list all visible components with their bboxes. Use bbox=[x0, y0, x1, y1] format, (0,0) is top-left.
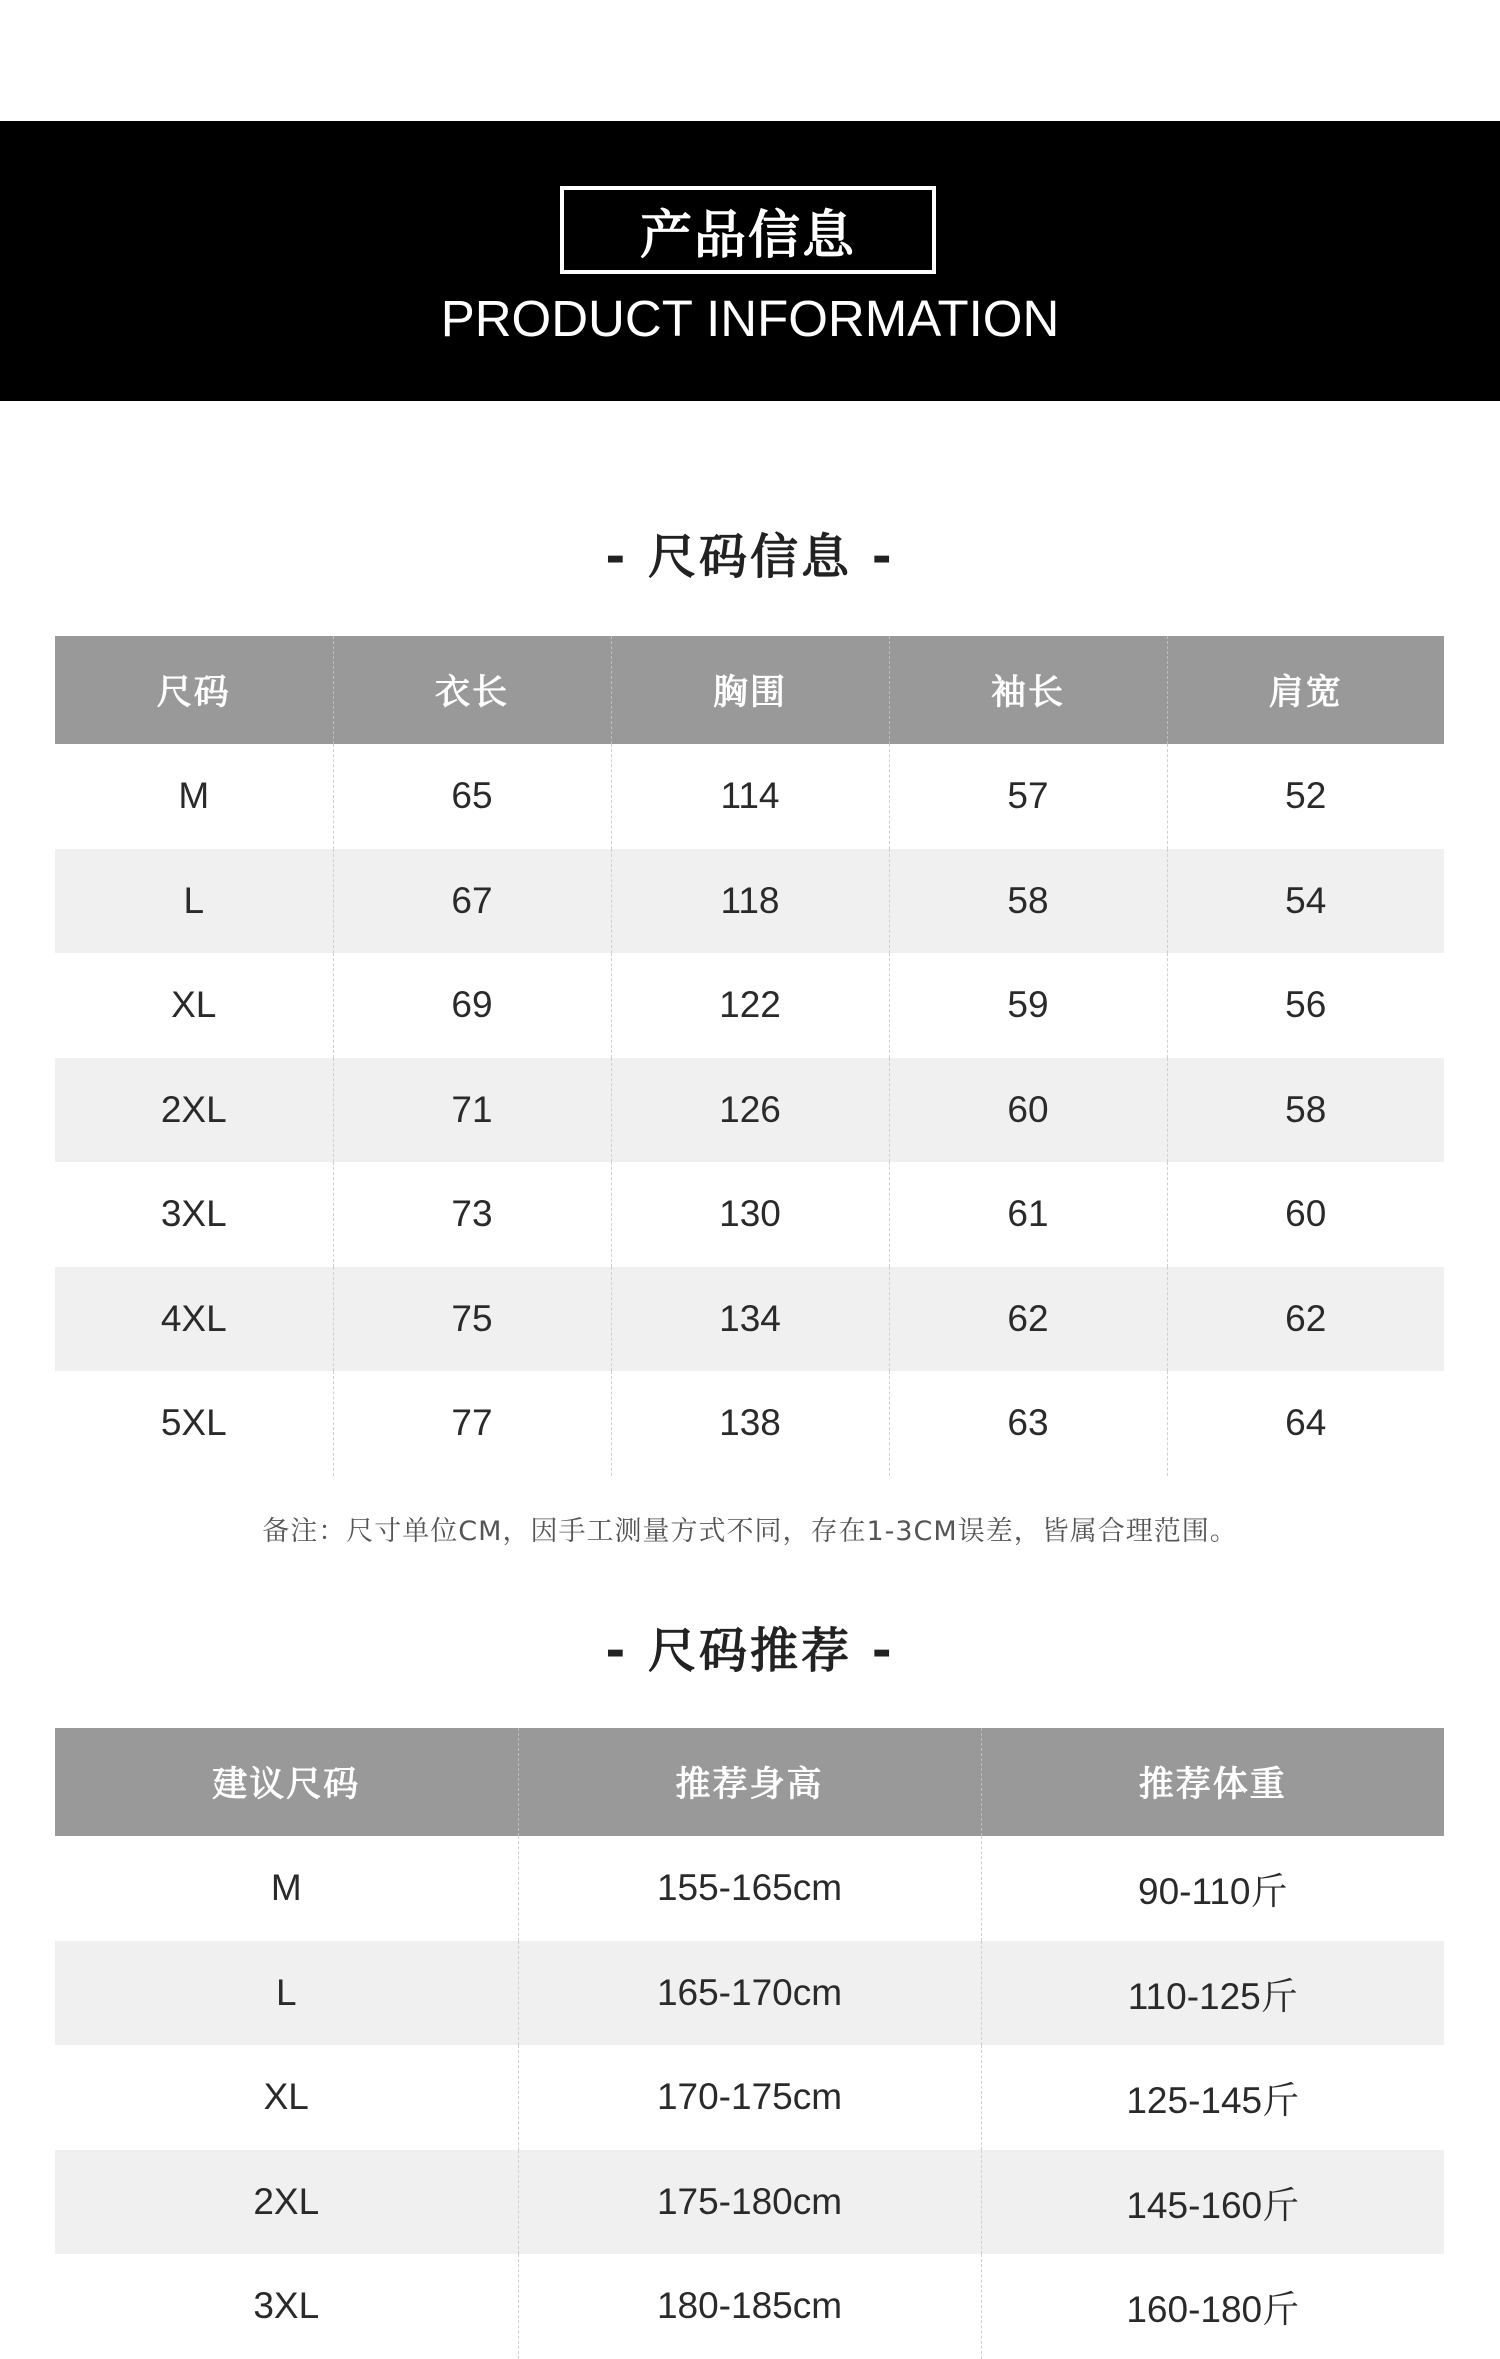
table-row bbox=[55, 2045, 1444, 2150]
table-row bbox=[55, 744, 1444, 849]
table-cell: XL bbox=[55, 2045, 518, 2150]
table-cell: 2XL bbox=[55, 1058, 333, 1163]
table-cell: 56 bbox=[1285, 984, 1327, 1026]
table-cell: 118 bbox=[611, 849, 889, 954]
table-cell: 60 bbox=[1285, 1193, 1327, 1235]
table-cell: 63 bbox=[889, 1371, 1167, 1476]
column-header: 袖长 bbox=[889, 636, 1167, 744]
table-cell: 122 bbox=[611, 953, 889, 1058]
header-banner bbox=[0, 121, 1500, 401]
table-cell: XL bbox=[55, 953, 333, 1058]
table-row bbox=[55, 1371, 1444, 1476]
table-cell: L bbox=[55, 849, 333, 954]
table-cell: 160-180斤 bbox=[1126, 2289, 1300, 2331]
table-cell: 3XL bbox=[55, 1162, 333, 1267]
table-cell: 2XL bbox=[55, 2150, 518, 2255]
column-header: 建议尺码 bbox=[55, 1728, 518, 1836]
table-cell: 114 bbox=[611, 744, 889, 849]
table-cell: 71 bbox=[333, 1058, 611, 1163]
size-note: 备注：尺寸单位CM，因手工测量方式不同，存在1-3CM误差，皆属合理范围。 bbox=[262, 1516, 1238, 1547]
column-header: 推荐身高 bbox=[518, 1728, 981, 1836]
table-cell: 138 bbox=[611, 1371, 889, 1476]
table-cell: 175-180cm bbox=[518, 2150, 981, 2255]
table-cell: 126 bbox=[611, 1058, 889, 1163]
table-cell: 60 bbox=[889, 1058, 1167, 1163]
size-info-title: - 尺码信息 - bbox=[605, 529, 895, 585]
page-title: 产品信息 bbox=[639, 205, 856, 266]
page-subtitle: PRODUCT INFORMATION bbox=[440, 290, 1060, 347]
table-cell: 58 bbox=[1167, 1058, 1444, 1163]
table-cell: 75 bbox=[333, 1267, 611, 1372]
table-cell: 65 bbox=[333, 744, 611, 849]
column-header: 衣长 bbox=[333, 636, 611, 744]
table-row bbox=[55, 1162, 1444, 1267]
table-row bbox=[55, 1836, 1444, 1941]
table-cell: 77 bbox=[333, 1371, 611, 1476]
table-row bbox=[55, 1941, 1444, 2046]
page-title-box bbox=[560, 186, 936, 274]
table-cell: 134 bbox=[611, 1267, 889, 1372]
table-row bbox=[55, 953, 1444, 1058]
table-cell: 155-165cm bbox=[518, 1836, 981, 1941]
table-cell: 125-145斤 bbox=[1126, 2080, 1300, 2122]
table-cell: 4XL bbox=[55, 1267, 333, 1372]
table-cell: 5XL bbox=[55, 1371, 333, 1476]
table-cell: 62 bbox=[889, 1267, 1167, 1372]
column-header: 肩宽 bbox=[1167, 636, 1444, 744]
table-cell: 170-175cm bbox=[518, 2045, 981, 2150]
table-cell: 64 bbox=[1285, 1402, 1327, 1444]
table-cell: 52 bbox=[1285, 775, 1327, 817]
table-cell: 73 bbox=[333, 1162, 611, 1267]
table-cell: L bbox=[55, 1941, 518, 2046]
table-cell: 59 bbox=[889, 953, 1167, 1058]
table-row bbox=[55, 2150, 1444, 2255]
table-row bbox=[55, 1267, 1444, 1372]
column-header: 胸围 bbox=[611, 636, 889, 744]
table-row bbox=[55, 849, 1444, 954]
table-cell: 165-170cm bbox=[518, 1941, 981, 2046]
table-cell: 67 bbox=[333, 849, 611, 954]
table-cell: 3XL bbox=[55, 2254, 518, 2359]
table-cell: M bbox=[55, 1836, 518, 1941]
table-cell: M bbox=[55, 744, 333, 849]
table-header-row bbox=[55, 636, 1444, 744]
column-header: 尺码 bbox=[55, 636, 333, 744]
table-cell: 62 bbox=[1167, 1267, 1444, 1372]
table-cell: 145-160斤 bbox=[981, 2150, 1444, 2255]
table-cell: 180-185cm bbox=[518, 2254, 981, 2359]
table-cell: 69 bbox=[333, 953, 611, 1058]
size-recommend-table bbox=[55, 1728, 1444, 2359]
table-row bbox=[55, 2254, 1444, 2359]
column-header: 推荐体重 bbox=[981, 1728, 1444, 1836]
size-info-table bbox=[55, 636, 1444, 1476]
table-cell: 54 bbox=[1167, 849, 1444, 954]
size-recommend-title: - 尺码推荐 - bbox=[605, 1623, 895, 1679]
table-cell: 90-110斤 bbox=[1138, 1871, 1288, 1913]
table-cell: 58 bbox=[889, 849, 1167, 954]
table-cell: 110-125斤 bbox=[981, 1941, 1444, 2046]
table-row bbox=[55, 1058, 1444, 1163]
table-cell: 57 bbox=[889, 744, 1167, 849]
table-cell: 130 bbox=[611, 1162, 889, 1267]
table-header-row bbox=[55, 1728, 1444, 1836]
table-cell: 61 bbox=[889, 1162, 1167, 1267]
